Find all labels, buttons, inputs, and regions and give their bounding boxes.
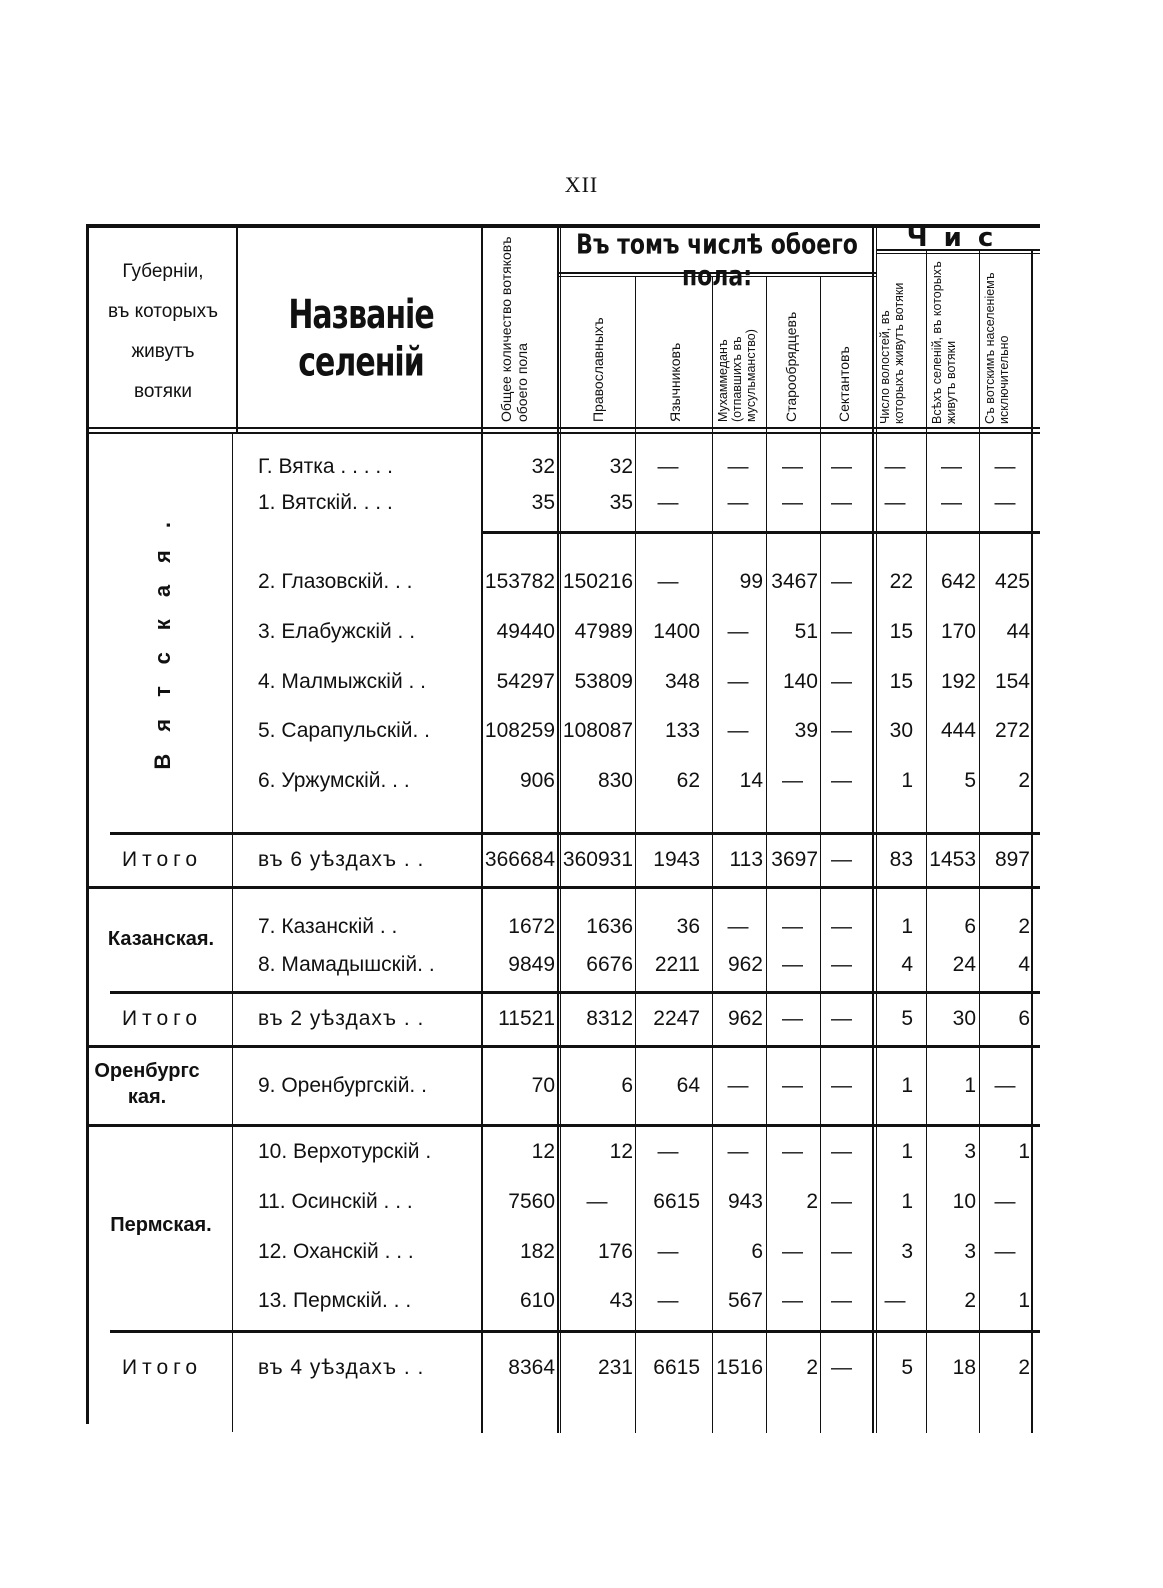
table-cell: 83 bbox=[889, 848, 913, 871]
table-cell: — bbox=[831, 769, 852, 792]
table-cell: 4 bbox=[901, 953, 913, 976]
table-cell: — bbox=[884, 455, 906, 478]
table-cell: — bbox=[884, 491, 906, 514]
row-name: 8. Мамадышскій. . bbox=[258, 953, 435, 976]
table-cell: 32 bbox=[531, 455, 555, 478]
table-cell: 70 bbox=[531, 1074, 555, 1097]
table-cell: 192 bbox=[940, 670, 976, 693]
header-pravoslavnykh: Православныхъ bbox=[590, 317, 606, 422]
header-group-label: Въ томъ числѣ обоего пола: bbox=[576, 229, 858, 293]
table-cell: 11521 bbox=[498, 1007, 555, 1030]
gov-kazan: Казанская. bbox=[107, 928, 215, 950]
row-name: Г. Вятка . . . . . bbox=[258, 455, 393, 478]
table-cell: 1 bbox=[901, 769, 913, 792]
table-cell: 153782 bbox=[484, 570, 555, 593]
table-cell: 1 bbox=[1018, 1140, 1030, 1163]
table-cell: 3 bbox=[964, 1140, 976, 1163]
table-cell: — bbox=[941, 455, 962, 478]
table-cell: 99 bbox=[739, 570, 763, 593]
row-name: 10. Верхотурскій . bbox=[258, 1140, 432, 1163]
table-cell: 1 bbox=[901, 1074, 913, 1097]
table-cell: 1636 bbox=[586, 915, 633, 938]
table-cell: 2 bbox=[806, 1190, 818, 1213]
itogo-text: въ 6 уѣздахъ . . bbox=[258, 848, 425, 871]
table-cell: 830 bbox=[597, 769, 633, 792]
header-isklyuchitelno: Съ вотскимъ населеніемъ исключительно bbox=[983, 272, 1011, 424]
table-cell: — bbox=[782, 491, 803, 514]
table-cell: 3697 bbox=[771, 848, 818, 871]
table-cell: 6 bbox=[751, 1240, 763, 1263]
table-cell: 360931 bbox=[562, 848, 633, 871]
table-cell: 108259 bbox=[484, 719, 555, 742]
table-cell: — bbox=[941, 491, 962, 514]
row-name: 1. Вятскій. . . . bbox=[258, 491, 393, 514]
table-cell: 2 bbox=[1018, 915, 1030, 938]
table-cell: 182 bbox=[519, 1240, 555, 1263]
itogo-label: Итого bbox=[121, 848, 203, 871]
table-cell: 348 bbox=[664, 670, 700, 693]
table-cell: — bbox=[831, 1289, 852, 1312]
table-cell: 3 bbox=[964, 1240, 976, 1263]
table-cell: 6615 bbox=[653, 1356, 700, 1379]
table-cell: — bbox=[831, 1240, 852, 1263]
table-cell: 642 bbox=[940, 570, 976, 593]
table-cell: 24 bbox=[952, 953, 976, 976]
table-cell: — bbox=[727, 455, 749, 478]
table-cell: 5 bbox=[901, 1007, 913, 1030]
table-cell: 1 bbox=[1018, 1289, 1030, 1312]
table-cell: 12 bbox=[609, 1140, 633, 1163]
table-cell: — bbox=[782, 1240, 803, 1263]
table-cell: — bbox=[657, 1289, 679, 1312]
table-cell: — bbox=[782, 953, 803, 976]
row-name: 2. Глазовскій. . . bbox=[258, 570, 413, 593]
table-cell: 2 bbox=[806, 1356, 818, 1379]
table-cell: 35 bbox=[531, 491, 555, 514]
table-cell: 6 bbox=[621, 1074, 633, 1097]
row-name: 4. Малмыжскій . . bbox=[258, 670, 427, 693]
itogo-label: Итого bbox=[121, 1007, 203, 1030]
table-cell: — bbox=[831, 455, 852, 478]
gov-perm: Пермская. bbox=[110, 1214, 212, 1236]
table-cell: — bbox=[831, 491, 852, 514]
table-cell: — bbox=[831, 1140, 852, 1163]
table-cell: 113 bbox=[729, 848, 763, 871]
table-cell: — bbox=[727, 620, 749, 643]
row-name: 12. Оханскій . . . bbox=[258, 1240, 414, 1263]
table-cell: 2 bbox=[1018, 769, 1030, 792]
table-cell: 108087 bbox=[562, 719, 633, 742]
row-name: 6. Уржумскій. . . bbox=[258, 769, 410, 792]
table-cell: 943 bbox=[727, 1190, 763, 1213]
table-cell: 15 bbox=[889, 620, 913, 643]
table-cell: 36 bbox=[676, 915, 700, 938]
table-cell: 425 bbox=[994, 570, 1030, 593]
table-cell: 140 bbox=[782, 670, 818, 693]
table-cell: 1 bbox=[964, 1074, 976, 1097]
table-cell: — bbox=[831, 719, 852, 742]
table-cell: — bbox=[831, 1356, 852, 1379]
table-cell: — bbox=[994, 491, 1016, 514]
table-cell: — bbox=[831, 670, 852, 693]
table-cell: — bbox=[831, 1074, 852, 1097]
table-cell: 6615 bbox=[653, 1190, 700, 1213]
table-cell: 47989 bbox=[574, 620, 633, 643]
table-cell: — bbox=[831, 620, 852, 643]
table-cell: 2247 bbox=[653, 1007, 700, 1030]
table-cell: — bbox=[727, 1074, 749, 1097]
table-cell: — bbox=[782, 769, 803, 792]
table-cell: 1943 bbox=[653, 848, 700, 871]
table-cell: — bbox=[586, 1190, 608, 1213]
table-cell: 170 bbox=[940, 620, 976, 643]
table-cell: 44 bbox=[1006, 620, 1030, 643]
table-cell: — bbox=[994, 455, 1016, 478]
table-cell: 49440 bbox=[496, 620, 555, 643]
table-cell: 6 bbox=[964, 915, 976, 938]
itogo-text: въ 2 уѣздахъ . . bbox=[258, 1007, 425, 1030]
row-name: 3. Елабужскій . . bbox=[258, 620, 416, 643]
table-cell: 5 bbox=[901, 1356, 913, 1379]
table-cell: 444 bbox=[940, 719, 976, 742]
page-number: XII bbox=[564, 172, 599, 197]
table-cell: 15 bbox=[889, 670, 913, 693]
table-cell: 4 bbox=[1018, 953, 1030, 976]
table-cell: — bbox=[831, 1190, 852, 1213]
table-cell: — bbox=[994, 1074, 1016, 1097]
table-cell: 54297 bbox=[496, 670, 555, 693]
table-cell: 176 bbox=[597, 1240, 633, 1263]
header-title: Названіе селеній bbox=[288, 291, 434, 387]
header-total: Общее количество вотяковъ обоего пола bbox=[498, 236, 530, 422]
table-cell: — bbox=[831, 848, 852, 871]
table-cell: — bbox=[657, 491, 679, 514]
table-cell: 30 bbox=[889, 719, 913, 742]
table-cell: 1 bbox=[901, 915, 913, 938]
table-cell: 3467 bbox=[771, 570, 818, 593]
table-cell: 1 bbox=[901, 1140, 913, 1163]
table-cell: 272 bbox=[994, 719, 1030, 742]
table-cell: 897 bbox=[994, 848, 1030, 871]
table-cell: — bbox=[657, 570, 679, 593]
table-cell: 7560 bbox=[508, 1190, 555, 1213]
gov-orenburg: Оренбургская. bbox=[94, 1060, 200, 1108]
table-cell: 1453 bbox=[929, 848, 976, 871]
table-cell: — bbox=[831, 570, 852, 593]
itogo-label: Итого bbox=[121, 1356, 203, 1379]
table-cell: 22 bbox=[889, 570, 913, 593]
table-cell: 366684 bbox=[484, 848, 555, 871]
table-cell: — bbox=[831, 953, 852, 976]
table-cell: 32 bbox=[609, 455, 633, 478]
table-cell: 962 bbox=[727, 1007, 763, 1030]
row-name: 5. Сарапульскій. . bbox=[258, 719, 430, 742]
table-cell: 150216 bbox=[562, 570, 633, 593]
table-cell: 9849 bbox=[508, 953, 555, 976]
header-sektantov: Сектантовъ bbox=[836, 346, 852, 422]
table-cell: — bbox=[727, 670, 749, 693]
table-cell: 2 bbox=[1018, 1356, 1030, 1379]
table-cell: 64 bbox=[676, 1074, 700, 1097]
table-cell: — bbox=[782, 1007, 803, 1030]
table-cell: — bbox=[727, 719, 749, 742]
header-chis: Чис bbox=[906, 223, 1010, 253]
table-cell: 1 bbox=[901, 1190, 913, 1213]
table-cell: 231 bbox=[597, 1356, 633, 1379]
table-cell: 62 bbox=[676, 769, 700, 792]
table-cell: 3 bbox=[901, 1240, 913, 1263]
row-name: 11. Осинскій . . . bbox=[258, 1190, 413, 1213]
table-cell: 51 bbox=[794, 620, 818, 643]
table-cell: 6676 bbox=[586, 953, 633, 976]
table-cell: 6 bbox=[1018, 1007, 1030, 1030]
header-yazychnikov: Язычниковъ bbox=[667, 342, 683, 422]
table-cell: 154 bbox=[994, 670, 1030, 693]
table-cell: — bbox=[994, 1190, 1016, 1213]
table-cell: — bbox=[782, 1140, 803, 1163]
table-cell: — bbox=[657, 1140, 679, 1163]
table-cell: 133 bbox=[664, 719, 700, 742]
table-cell: 30 bbox=[952, 1007, 976, 1030]
table-cell: 906 bbox=[519, 769, 555, 792]
table-cell: — bbox=[657, 455, 679, 478]
table-cell: 2 bbox=[964, 1289, 976, 1312]
itogo-text: въ 4 уѣздахъ . . bbox=[258, 1356, 425, 1379]
row-name: 13. Пермскій. . . bbox=[258, 1289, 412, 1312]
table-cell: 39 bbox=[794, 719, 818, 742]
table-cell: 10 bbox=[952, 1190, 976, 1213]
table-cell: 43 bbox=[609, 1289, 633, 1312]
table-cell: 35 bbox=[609, 491, 633, 514]
table-cell: — bbox=[884, 1289, 906, 1312]
table-cell: 53809 bbox=[574, 670, 633, 693]
table-cell: 1672 bbox=[508, 915, 555, 938]
table-cell: 567 bbox=[727, 1289, 763, 1312]
header-mukhammedan: Мухаммеданъ (отпавшихъ въ мусульманство) bbox=[716, 329, 758, 422]
table-cell: 14 bbox=[739, 769, 763, 792]
table-cell: — bbox=[727, 491, 749, 514]
header-staroobryadtsev: Старообрядцевъ bbox=[783, 311, 799, 422]
row-name: 9. Оренбургскій. . bbox=[258, 1074, 427, 1097]
header-selenii: Всѣхъ селеній, въ которыхъ живутъ вотяки bbox=[930, 261, 958, 424]
header-gubernii: Губерніи, въ которыхъ живутъ вотяки bbox=[108, 261, 218, 402]
table-cell: 610 bbox=[519, 1289, 555, 1312]
table-cell: 12 bbox=[531, 1140, 555, 1163]
row-name: 7. Казанскій . . bbox=[258, 915, 398, 938]
table-cell: — bbox=[727, 1140, 749, 1163]
table-cell: 18 bbox=[952, 1356, 976, 1379]
table-cell: 1516 bbox=[716, 1356, 763, 1379]
gov-vyatka: Вятская. bbox=[150, 500, 175, 770]
table-cell: — bbox=[994, 1240, 1016, 1263]
table-cell: 1400 bbox=[653, 620, 700, 643]
table-cell: — bbox=[782, 1074, 803, 1097]
table-cell: — bbox=[657, 1240, 679, 1263]
table-cell: 5 bbox=[964, 769, 976, 792]
table-cell: — bbox=[782, 915, 803, 938]
header-volostei: Число волостей, въ которыхъ живутъ вотяки bbox=[878, 282, 906, 424]
table-cell: — bbox=[727, 915, 749, 938]
table-cell: — bbox=[782, 1289, 803, 1312]
table-cell: 8364 bbox=[508, 1356, 555, 1379]
table-cell: — bbox=[831, 915, 852, 938]
table-cell: 8312 bbox=[586, 1007, 633, 1030]
table-cell: — bbox=[831, 1007, 852, 1030]
table-cell: — bbox=[782, 455, 803, 478]
table-cell: 2211 bbox=[654, 953, 700, 976]
table-cell: 962 bbox=[727, 953, 763, 976]
